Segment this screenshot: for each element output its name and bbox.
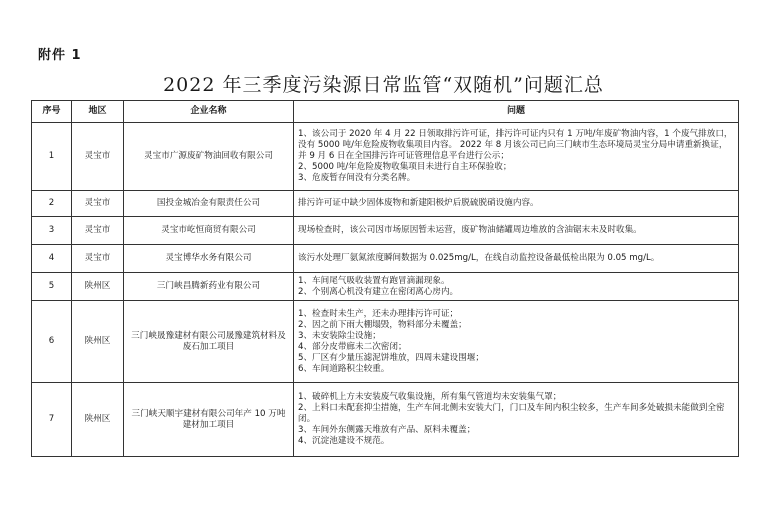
cell-serial-number: 5 [32, 273, 72, 301]
issue-item: 排污许可证中缺少固体废物和新建阳极炉后脱硫脱硝设施内容。 [298, 198, 539, 208]
issue-item: 2、5000 吨/年危险废物收集项目未进行自主环保验收； [298, 162, 512, 172]
cell-area: 陕州区 [72, 273, 124, 301]
cell-issues [294, 383, 739, 457]
page-title: 2022 年三季度污染源日常监管“双随机”问题汇总 [163, 74, 604, 96]
cell-serial-number: 4 [32, 245, 72, 273]
issue-item: 3、危废暂存间没有分类名牌。 [298, 173, 416, 183]
cell-company-name: 灵宝博华水务有限公司 [124, 245, 294, 273]
table-row [32, 301, 739, 383]
header-serial-number: 序号 [32, 101, 72, 123]
attachment-label: 附件 1 [38, 48, 82, 63]
cell-area: 陕州区 [72, 383, 124, 457]
issue-item: 1、检查时未生产，还未办理排污许可证； [298, 308, 459, 319]
table-row [32, 217, 739, 245]
table-row [32, 245, 739, 273]
cell-area: 灵宝市 [72, 123, 124, 191]
issue-item: 1、破碎机上方未安装废气收集设施，所有集气管道均未安装集气罩； [298, 392, 562, 402]
cell-company-name: 国投金城冶金有限责任公司 [124, 191, 294, 217]
issue-item: 4、部分皮带廊未二次密闭； [298, 341, 407, 352]
issue-item: 2、个别离心机没有建立在密闭离心房内。 [298, 286, 459, 297]
cell-company-name: 灵宝市广源废矿物油回收有限公司 [124, 123, 294, 191]
issue-item: 4、沉淀池建设不规范。 [298, 436, 390, 446]
cell-company-name: 灵宝市屹恒商贸有限公司 [124, 217, 294, 245]
cell-area: 陕州区 [72, 301, 124, 383]
issue-item: 3、未安装除尘设施； [298, 330, 381, 341]
issue-item: 该污水处理厂氨氮浓度瞬间数据为 0.025mg/L，在线自动监控设备最低检出限为 0.05 mg/L。 [298, 253, 660, 263]
cell-company-name: 三门峡晟豫建材有限公司晟豫建筑材料及废石加工项目 [124, 301, 294, 383]
cell-serial-number: 3 [32, 217, 72, 245]
cell-area: 灵宝市 [72, 217, 124, 245]
cell-company-name: 三门峡天顺宇建材有限公司年产 10 万吨建材加工项目 [124, 383, 294, 457]
cell-area: 灵宝市 [72, 245, 124, 273]
table-row [32, 191, 739, 217]
issue-item: 现场检查时，该公司因市场原因暂未运营，废矿物油储罐周边堆放的含油锯末未及时收集。 [298, 225, 642, 235]
header-company-name: 企业名称 [124, 101, 294, 123]
cell-issues [294, 217, 739, 245]
cell-serial-number: 1 [32, 123, 72, 191]
cell-issues [294, 301, 739, 383]
table-header-row [32, 101, 739, 123]
cell-company-name: 三门峡昌腾新药业有限公司 [124, 273, 294, 301]
table-row [32, 383, 739, 457]
header-issues: 问题 [294, 101, 739, 123]
cell-serial-number: 2 [32, 191, 72, 217]
issue-item: 2、上料口未配套抑尘措施，生产车间北侧未安装大门，门口及车间内积尘较多，生产车间多处破损未能做到全密闭。 [298, 403, 725, 424]
issue-item: 6、车间道路积尘较重。 [298, 363, 390, 374]
issue-item: 1、车间尾气吸收装置有跑冒滴漏现象。 [298, 275, 450, 286]
table-row [32, 273, 739, 301]
issues-table [31, 100, 739, 457]
issue-item: 2、因之前下雨大棚塌毁，物料部分未覆盖； [298, 319, 467, 330]
issue-item: 3、车间外东侧露天堆放有产品、原料未覆盖； [298, 425, 476, 435]
cell-issues [294, 191, 739, 217]
cell-area: 灵宝市 [72, 191, 124, 217]
issue-item: 5、厂区有少量压滤泥饼堆放，四周未建设围堰； [298, 352, 484, 363]
cell-issues [294, 273, 739, 301]
cell-serial-number: 7 [32, 383, 72, 457]
table-body [32, 123, 739, 457]
issue-item: 1、该公司于 2020 年 4 月 22 日领取排污许可证，排污许可证内只有 1 万吨/年废矿物油内容，1 个废气排放口，没有 5000 吨/年危险废物收集项目内容。 2022 年 8 月该公司已向三门峡市生态环境局灵宝分局申请重新换证，并 9 月 6 日在全国排污许可证管理信息平台进行公示； [298, 129, 733, 161]
cell-issues [294, 123, 739, 191]
header-area: 地区 [72, 101, 124, 123]
table-row [32, 123, 739, 191]
cell-serial-number: 6 [32, 301, 72, 383]
cell-issues [294, 245, 739, 273]
